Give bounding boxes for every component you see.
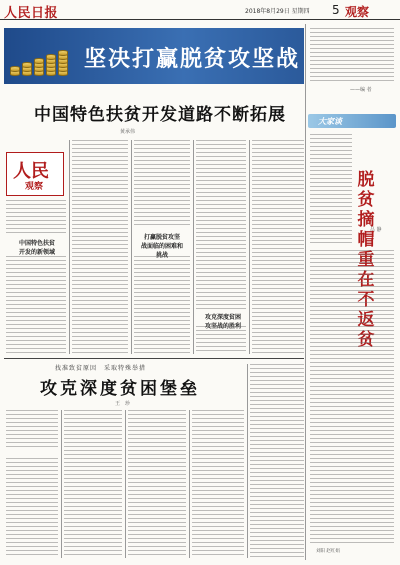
article-body-col5 [252,140,304,354]
sidebar-byline: 吕 静 [370,227,382,233]
newspaper-logo: 人民日报 [4,6,59,21]
column-logo-text: 人民 [13,161,49,182]
section-divider [4,358,304,359]
column-logo [6,152,64,196]
article-body-col3a [134,140,190,228]
subhead-1: 中国特色扶贫 开发的新领域 [18,240,55,256]
column-logo-subtext: 观察 [25,182,44,192]
second-article-col1a [6,410,58,450]
article-body-col4a [196,140,246,310]
second-article-col2 [64,410,122,558]
second-article-col4 [192,410,244,558]
article-body-col3b [134,256,190,354]
sidebar-col1 [310,134,352,244]
main-headline: 中国特色扶贫开发道路不断拓展 [34,105,286,125]
article-body-col4b [196,326,246,354]
sidebar-title: 脱贫摘帽重在不返贫 [357,170,375,350]
article-body-col1b [6,256,66,354]
second-article-byline: 王 珍 [115,401,131,407]
feature-banner [4,28,304,84]
second-article-headline: 攻克深度贫困堡垒 [40,379,200,399]
sidebar-intro-text [310,28,394,84]
subhead-2: 打赢脱贫攻坚 战面临的困难和 挑战 [140,234,183,259]
main-byline: 黄承伟 [120,129,136,135]
issue-date: 2018年8月29日 星期四 [245,8,310,15]
section-title: 观察 [345,5,370,19]
sidebar-footer: 刘阳 赵红娟 [316,549,340,554]
second-article-col3 [128,410,186,558]
sidebar-body-lower [310,250,394,544]
article-body-col1a [6,200,66,236]
masthead [0,0,400,20]
article-body-col2 [72,140,128,354]
second-article-kicker: 找准致贫原因 采取特殊举措 [55,365,147,372]
sidebar-tag-text: 大家谈 [318,117,342,126]
subhead-3: 攻克深度贫困 攻坚战的胜利 [204,314,241,330]
banner-title: 坚决打赢脱贫攻坚战 [84,47,301,72]
page-number: 5 [332,3,340,17]
coin-stack-icon [10,36,70,80]
second-article-col5 [250,364,304,558]
second-article-col1b [6,458,58,558]
sidebar-caption: ——编 者 [350,87,372,93]
